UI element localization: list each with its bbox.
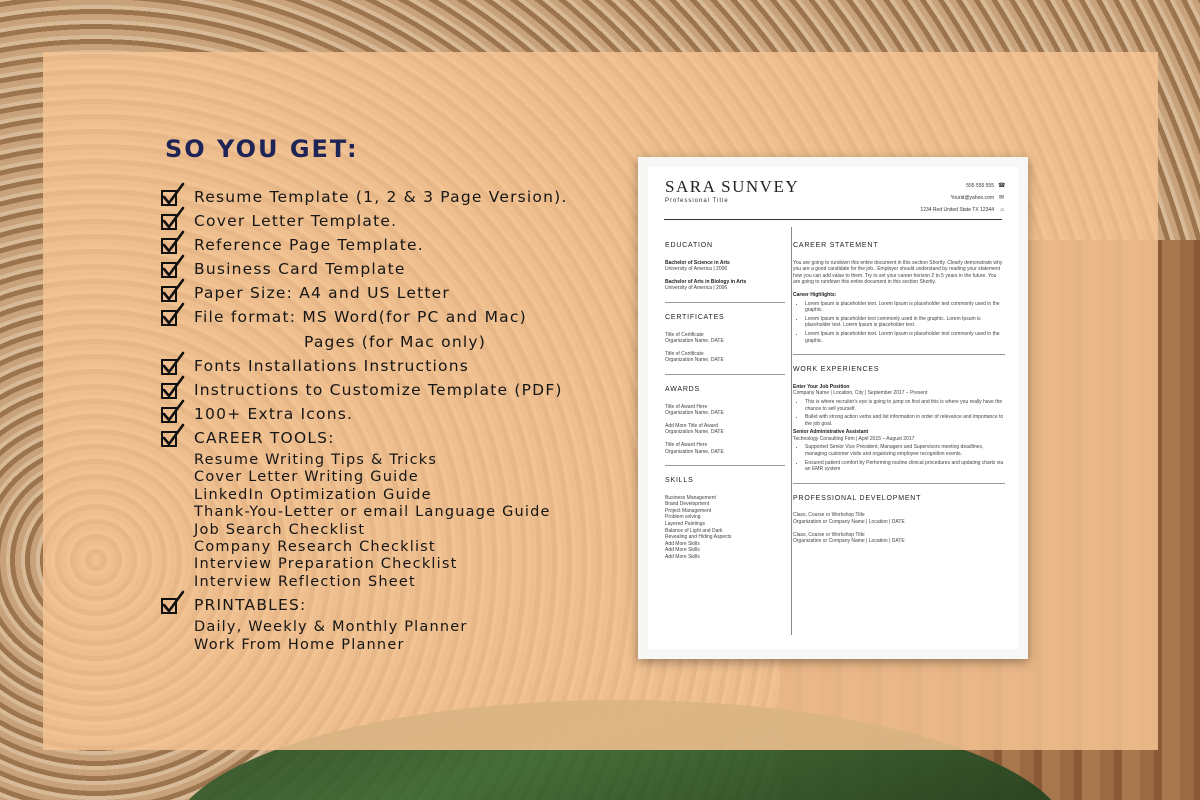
section-divider — [665, 465, 785, 466]
list-item: Cover Letter Template. — [160, 212, 568, 231]
sub-item: Company Research Checklist — [194, 539, 436, 556]
resume-contact — [920, 180, 1004, 216]
column-divider — [791, 227, 792, 635]
header-divider — [664, 219, 1002, 220]
list-item: 100+ Extra Icons. — [160, 405, 568, 424]
printables-list — [194, 619, 568, 654]
section-divider — [665, 302, 785, 303]
sub-item: Cover Letter Writing Guide — [194, 469, 419, 486]
email-text: Yourid@yahoo.com — [950, 195, 994, 201]
career-heading: CAREER STATEMENT — [793, 242, 879, 249]
sub-item: Work From Home Planner — [194, 636, 405, 653]
checkbox-icon — [160, 399, 186, 425]
checkbox-icon — [160, 302, 186, 328]
phone-text: 555 555 555 — [966, 183, 994, 189]
section-divider — [793, 354, 1005, 355]
section-divider — [665, 374, 785, 375]
awards-heading: AWARDS — [665, 385, 701, 393]
list-item: Instructions to Customize Template (PDF) — [160, 381, 568, 400]
education-heading: EDUCATION — [665, 242, 713, 249]
feature-list — [160, 188, 568, 659]
checkbox-icon — [160, 351, 186, 377]
checkbox-icon — [160, 590, 186, 616]
list-item: Fonts Installations Instructions — [160, 357, 568, 376]
checkbox-icon — [160, 423, 186, 449]
heading: SO YOU GET: — [165, 135, 359, 163]
left-column: EDUCATION Bachelor of Science in Arts University of America | 2006 Bachelor of Arts in Biology in Arts University of America | 2006 CERTIFICATES Title of Certificate Organization Name, DATE Title of Certificate Organization Name, DATE AWARDS Title of Award Here Organization Name, DATE Add More Title of Award Organization Name, DATE Title of Award Here Organization Name, DATE SKILLS Business Management Brand Development Project Management Problem solving Layered Paintings Balance of Light and Dark Revealing and Hiding Aspects Add More Skills Add More Skills Add More Skills — [665, 243, 785, 561]
resume-page — [648, 167, 1018, 649]
sub-item: Job Search Checklist — [194, 521, 366, 538]
home-icon: ⌂ — [1000, 207, 1004, 213]
list-item: File format: MS Word(for PC and Mac) Pages (for Mac only) — [160, 308, 568, 352]
checkbox-icon — [160, 230, 186, 256]
resume-name: SARA SUNVEY — [665, 177, 800, 196]
checkbox-icon — [160, 206, 186, 232]
sub-item: Interview Reflection Sheet — [194, 573, 416, 590]
sub-item: Thank-You-Letter or email Language Guide — [194, 504, 551, 521]
certificates-heading: CERTIFICATES — [665, 313, 725, 321]
list-item-continuation: Pages (for Mac only) — [304, 333, 486, 351]
sub-item: Daily, Weekly & Monthly Planner — [194, 619, 468, 636]
list-item: CAREER TOOLS: Resume Writing Tips & Tricks Cover Letter Writing Guide LinkedIn Optimization Guide Thank-You-Letter or email Language Guide Job Search Checklist Company Research Checklist Interview Preparation Checklist Interview Reflection Sheet — [160, 429, 568, 591]
checkbox-icon — [160, 254, 186, 280]
skills-heading: SKILLS — [665, 477, 694, 485]
right-column: CAREER STATEMENT You are going to rundown this entire document in this section Shortly. Clearly demonstrate why you are a good candidate for the job.. Employer should understand by reading your statement how you can add value to them. Try to set your career horizon 2 to 5 years in the future. You are going to rundown this entire document in this section Shortly. Career Highlights: • Lorem Ipsum is placeholder text. Lorem Ipsum is placeholder text commonly used in the graphic. • Lorem Ipsum is placeholder text commonly used in the graphic. Lorem Ipsum is placeholder text. Lorem Ipsum is placeholder text. • Lorem Ipsum is placeholder text. Lorem Ipsum is placeholder text commonly used in the graphic. WORK EXPERIENCES Enter Your Job Position Company Name | Location, City | September 2017 – Present • This is where recruiter's eye is going to jump on first and this is where you really have the chance to sell yourself. • Bullet with strong action verbs and list information in order of relevance and importance to the job goal. Senior Administrative Assistant Technology Consulting Firm | April 2015 – August 2017 • Supported Senior Vice President, Managers and Supervisors meeting deadlines, managing customer visits and organizing employee recognition events. • Ensured patient comfort by Performing routine clinical procedures and updating charts via an EMR system PROFESSIONAL DEVELOPMENT Class, Course or Workshop Title Organization or Company Name | Location | DATE Class, Course or Workshop Title Organization or Company Name | Location | DATE — [793, 243, 1005, 551]
list-item: Paper Size: A4 and US Letter — [160, 284, 568, 303]
resume-preview — [638, 157, 1028, 659]
list-item: PRINTABLES: Daily, Weekly & Monthly Planner Work From Home Planner — [160, 596, 568, 654]
checkbox-icon — [160, 375, 186, 401]
checkbox-icon — [160, 182, 186, 208]
sub-item: LinkedIn Optimization Guide — [194, 486, 432, 503]
sub-item: Interview Preparation Checklist — [194, 556, 458, 573]
list-item: Business Card Template — [160, 260, 568, 279]
prof-dev-heading: PROFESSIONAL DEVELOPMENT — [793, 494, 922, 502]
section-divider — [793, 483, 1005, 484]
resume-title: Professional Title — [665, 198, 729, 204]
checkbox-icon — [160, 278, 186, 304]
address-text: 1234 Red United State TX 12344 — [920, 207, 994, 213]
highlights-list: • Lorem Ipsum is placeholder text. Lorem Ipsum is placeholder text commonly used in the graphic. • Lorem Ipsum is placeholder text commonly used in the graphic. Lorem Ipsum is placeholder text. Lorem Ipsum is placeholder text. • Lorem Ipsum is placeholder text. Lorem Ipsum is placeholder text commonly used in the graphic. — [793, 301, 1005, 345]
phone-icon: ☎ — [998, 183, 1006, 189]
list-item: Reference Page Template. — [160, 236, 568, 255]
mail-icon: ✉ — [998, 195, 1004, 201]
career-tools-list — [194, 452, 568, 591]
list-item: Resume Template (1, 2 & 3 Page Version). — [160, 188, 568, 207]
work-heading: WORK EXPERIENCES — [793, 366, 880, 374]
sub-item: Resume Writing Tips & Tricks — [194, 452, 438, 468]
